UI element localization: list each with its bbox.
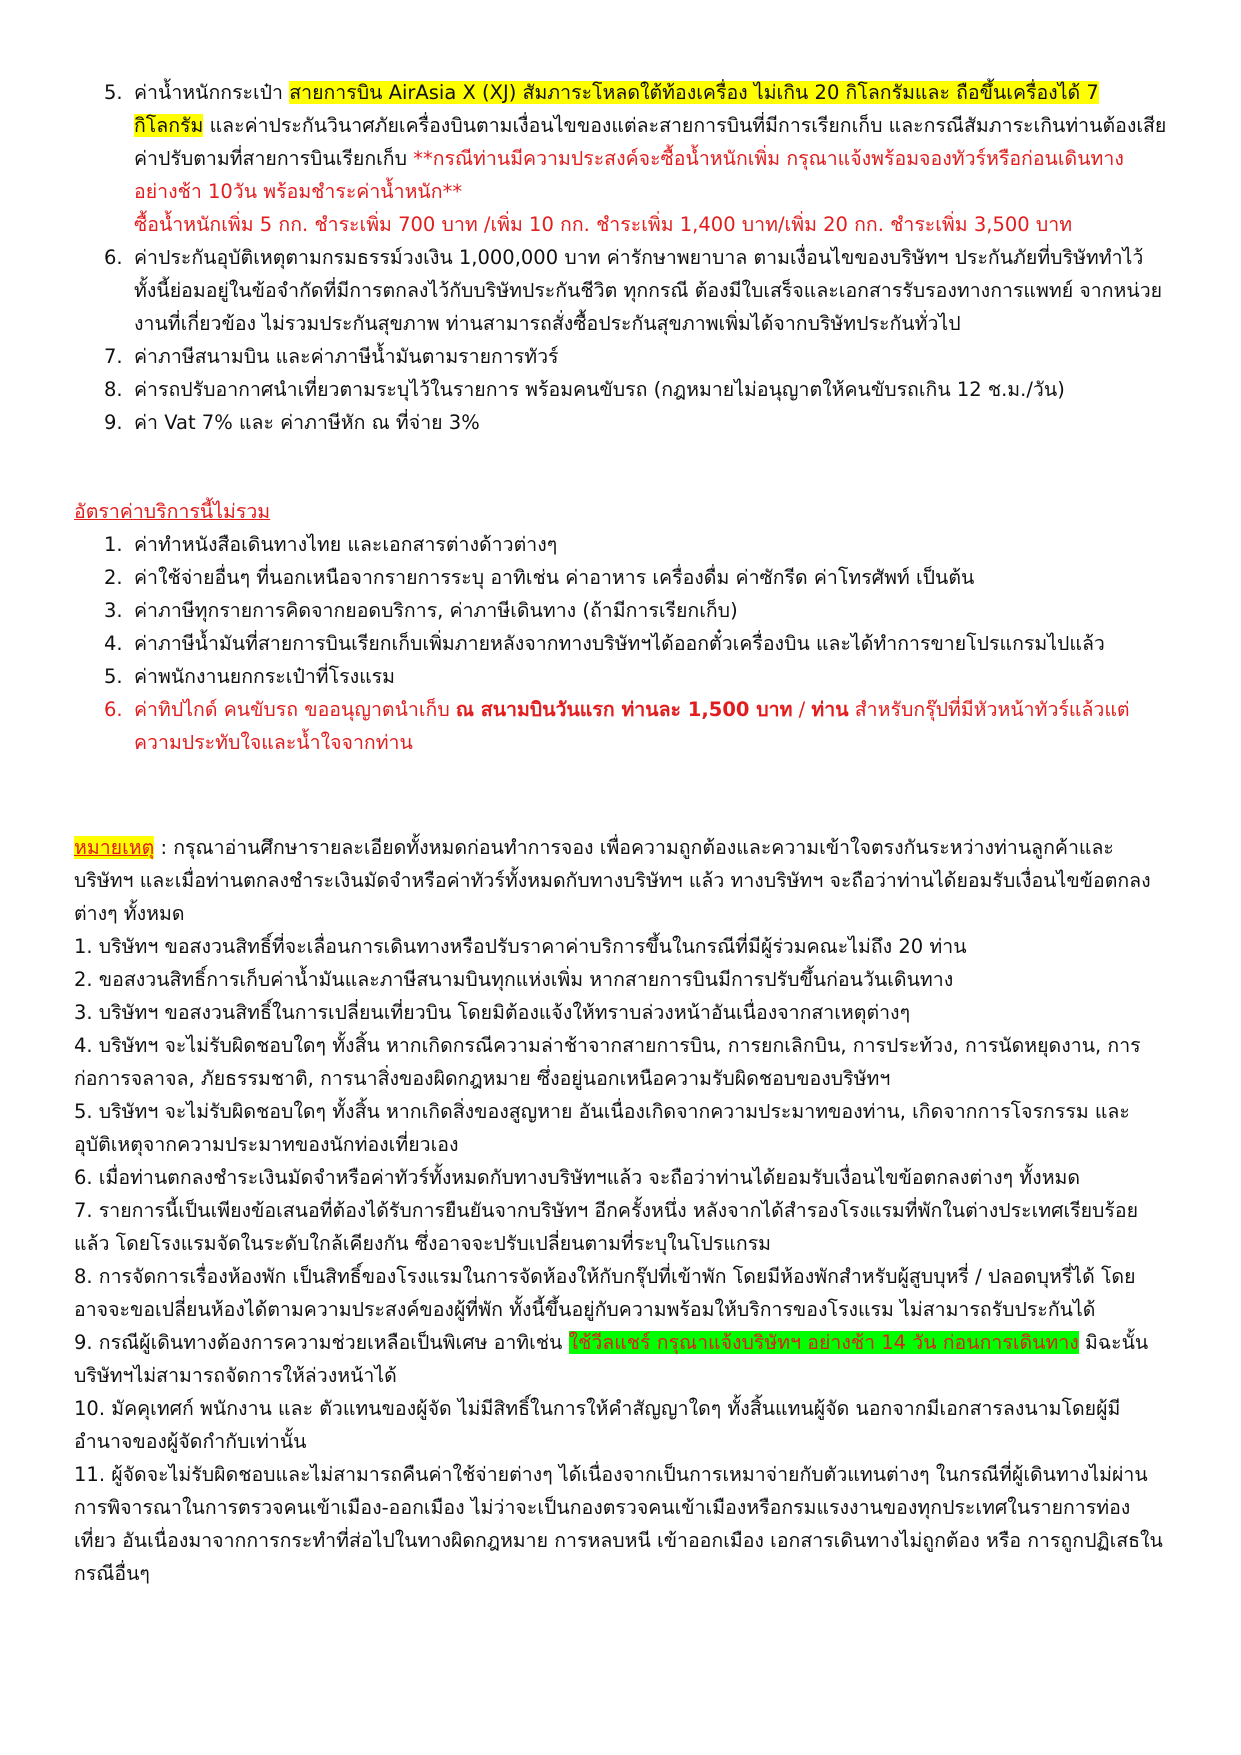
- item-text: ค่าใช้จ่ายอื่นๆ ที่นอกเหนือจากรายการระบุ อาทิเช่น ค่าอาหาร เครื่องดื่ม ค่าซักรีด ค่าโทรศัพท์ เป็นต้น: [134, 566, 975, 589]
- included-item-8: [74, 373, 1169, 406]
- note-item-9: [74, 1326, 1169, 1392]
- baggage-price-red: ซื้อน้ำหนักเพิ่ม 5 กก. ชำระเพิ่ม 700 บาท /เพิ่ม 10 กก. ชำระเพิ่ม 1,400 บาท/เพิ่ม 20 กก. ชำระเพิ่ม 3,500 บาท: [134, 213, 1073, 236]
- notes-label: หมายเหตุ: [74, 836, 155, 859]
- notes-section: [74, 831, 1169, 1590]
- item-number: 5.: [104, 81, 123, 104]
- item-number: 6.: [104, 698, 123, 721]
- item-number: 3.: [104, 599, 123, 622]
- included-item-7: [74, 340, 1169, 373]
- item-text: ค่าภาษีทุกรายการคิดจากยอดบริการ, ค่าภาษีเดินทาง (ถ้ามีการเรียกเก็บ): [134, 599, 738, 622]
- note-item: 3. บริษัทฯ ขอสงวนสิทธิ์ในการเปลี่ยนเที่ยวบิน โดยมิต้องแจ้งให้ทราบล่วงหน้าอันเนื่องจากสาเหตุต่างๆ: [74, 1001, 911, 1024]
- excluded-item-tip: [74, 693, 1169, 759]
- item-number: 7.: [104, 345, 123, 368]
- item-text: ค่าทำหนังสือเดินทางไทย และเอกสารต่างด้าวต่างๆ: [134, 533, 558, 556]
- note-item: 6. เมื่อท่านตกลงชำระเงินมัดจำหรือค่าทัวร์ทั้งหมดกับทางบริษัทฯแล้ว จะถือว่าท่านได้ยอมรับเงื่อนไขข้อตกลงต่างๆ ทั้งหมด: [74, 1166, 1081, 1189]
- tip-amount: ณ สนามบินวันแรก ท่านละ 1,500 บาท: [455, 698, 793, 721]
- item-text: ค่าน้ำหนักกระเป๋า: [134, 81, 290, 104]
- note-item: 8. การจัดการเรื่องห้องพัก เป็นสิทธิ์ของโรงแรมในการจัดห้องให้กับกรุ๊ปที่เข้าพัก โดยมีห้องพักสำหรับผู้สูบบุหรี่ / ปลอดบุหรี่ได้ โดยอาจจะขอเปลี่ยนห้องได้ตามความประสงค์ของผู้ที่พัก ทั้งนี้ขึ้นอยู่กับความพร้อมให้บริการของโรงแรม ไม่สามารถรับประกันได้: [74, 1265, 1136, 1321]
- tip-unit: ท่าน: [811, 698, 849, 721]
- item-text: ค่าพนักงานยกกระเป๋าที่โรงแรม: [134, 665, 395, 688]
- item-text: ค่ารถปรับอากาศนำเที่ยวตามระบุไว้ในรายการ พร้อมคนขับรถ (กฎหมายไม่อนุญาตให้คนขับรถเกิน 12 ช.ม./วัน): [134, 378, 1065, 401]
- excluded-item-1: [74, 528, 1169, 561]
- item-number: 2.: [104, 566, 123, 589]
- excluded-item-5: [74, 660, 1169, 693]
- notes-intro-text: : กรุณาอ่านศึกษารายละเอียดทั้งหมดก่อนทำการจอง เพื่อความถูกต้องและความเข้าใจตรงกันระหว่างท่านลูกค้าและบริษัทฯ และเมื่อท่านตกลงชำระเงินมัดจำหรือค่าทัวร์ทั้งหมดกับทางบริษัทฯ แล้ว ทางบริษัทฯ จะถือว่าท่านได้ยอมรับเงื่อนไขข้อตกลงต่างๆ ทั้งหมด: [74, 836, 1151, 925]
- item-number: 9.: [104, 411, 123, 434]
- included-list: [74, 76, 1169, 439]
- included-item-6: [74, 241, 1169, 340]
- item-number: 1.: [104, 533, 123, 556]
- note-item: 1. บริษัทฯ ขอสงวนสิทธิ์ที่จะเลื่อนการเดินทางหรือปรับราคาค่าบริการขึ้นในกรณีที่มีผู้ร่วมคณะไม่ถึง 20 ท่าน: [74, 935, 967, 958]
- tip-text: ค่าทิปไกด์ คนขับรถ ขออนุญาตนำเก็บ: [134, 698, 456, 721]
- excluded-list: [74, 528, 1169, 759]
- included-item-9: [74, 406, 1169, 439]
- excluded-heading: อัตราค่าบริการนี้ไม่รวม: [74, 500, 271, 523]
- item-text: และค่าประกันวินาศภัยเครื่องบินตามเงื่อนไขของแต่ละสายการบินที่มีการเรียกเก็บ และกรณีสัมภาระเกินท่านต้องเสียค่าปรับตามที่สายการบินเรียกเก็บ: [134, 114, 1167, 170]
- item-text: ค่าประกันอุบัติเหตุตามกรมธรรม์วงเงิน 1,000,000 บาท ค่ารักษาพยาบาล ตามเงื่อนไขของบริษัทฯ ประกันภัยที่บริษัททำไว้ ทั้งนี้ย่อมอยู่ในข้อจำกัดที่มีการตกลงไว้กับบริษัทประกันชีวิต ทุกกรณี ต้องมีใบเสร็จและเอกสารรับรองทางการแพทย์ จากหน่วยงานที่เกี่ยวข้อง ไม่รวมประกันสุขภาพ ท่านสามารถสั่งซื้อประกันสุขภาพเพิ่มได้จากบริษัทประกันทั่วไป: [134, 246, 1163, 335]
- item-text: ค่าภาษีสนามบิน และค่าภาษีน้ำมันตามรายการทัวร์: [134, 345, 559, 368]
- note-item: 10. มัคคุเทศก์ พนักงาน และ ตัวแทนของผู้จัด ไม่มีสิทธิ์ในการให้คำสัญญาใดๆ ทั้งสิ้นแทนผู้จัด นอกจากมีเอกสารลงนามโดยผู้มีอำนาจของผู้จัดกำกับเท่านั้น: [74, 1397, 1121, 1453]
- note-text: 9. กรณีผู้เดินทางต้องการความช่วยเหลือเป็นพิเศษ อาทิเช่น: [74, 1331, 569, 1354]
- tip-text: สำหรับกรุ๊ปที่มีหัวหน้าทัวร์แล้วแต่ความประทับใจและน้ำใจจากท่าน: [134, 698, 1130, 754]
- note-item: 2. ขอสงวนสิทธิ์การเก็บค่าน้ำมันและภาษีสนามบินทุกแห่งเพิ่ม หากสายการบินมีการปรับขึ้นก่อนวันเดินทาง: [74, 968, 954, 991]
- wheelchair-highlight: ใช้วีลแชร์ กรุณาแจ้งบริษัทฯ อย่างช้า 14 วัน ก่อนการเดินทาง: [568, 1331, 1079, 1354]
- highlighted-baggage-text: สายการบิน AirAsia X (XJ) สัมภาระโหลดใต้ท้องเครื่อง ไม่เกิน 20 กิโลกรัมและ ถือขึ้นเครื่องได้ 7 กิโลกรัม: [134, 81, 1099, 137]
- note-item: 7. รายการนี้เป็นเพียงข้อเสนอที่ต้องได้รับการยืนยันจากบริษัทฯ อีกครั้งหนึ่ง หลังจากได้สำรองโรงแรมที่พักในต่างประเทศเรียบร้อยแล้ว โดยโรงแรมจัดในระดับใกล้เคียงกัน ซึ่งอาจจะปรับเปลี่ยนตามที่ระบุในโปรแกรม: [74, 1199, 1139, 1255]
- tip-separator: /: [792, 698, 812, 721]
- item-text: ค่า Vat 7% และ ค่าภาษีหัก ณ ที่จ่าย 3%: [134, 411, 480, 434]
- baggage-note-red: **กรณีท่านมีความประสงค์จะซื้อน้ำหนักเพิ่ม กรุณาแจ้งพร้อมจองทัวร์หรือก่อนเดินทาง อย่างช้า 10วัน พร้อมชำระค่าน้ำหนัก**: [134, 147, 1124, 203]
- notes-intro: [74, 831, 1169, 930]
- excluded-item-2: [74, 561, 1169, 594]
- item-text: ค่าภาษีน้ำมันที่สายการบินเรียกเก็บเพิ่มภายหลังจากทางบริษัทฯได้ออกตั๋วเครื่องบิน และได้ทำการขายโปรแกรมไปแล้ว: [134, 632, 1105, 655]
- note-text: มิฉะนั้นบริษัทฯไม่สามารถจัดการให้ล่วงหน้าได้: [74, 1331, 1149, 1387]
- item-number: 6.: [104, 246, 123, 269]
- excluded-item-4: [74, 627, 1169, 660]
- note-item: 4. บริษัทฯ จะไม่รับผิดชอบใดๆ ทั้งสิ้น หากเกิดกรณีความล่าช้าจากสายการบิน, การยกเลิกบิน, การประท้วง, การนัดหยุดงาน, การก่อการจลาจล, ภัยธรรมชาติ, การนาสิ่งของผิดกฎหมาย ซึ่งอยู่นอกเหนือความรับผิดชอบของบริษัทฯ: [74, 1034, 1141, 1090]
- item-number: 4.: [104, 632, 123, 655]
- included-item-5: [74, 76, 1169, 241]
- note-item: 5. บริษัทฯ จะไม่รับผิดชอบใดๆ ทั้งสิ้น หากเกิดสิ่งของสูญหาย อันเนื่องเกิดจากความประมาทของท่าน, เกิดจากการโจรกรรม และ อุบัติเหตุจากความประมาทของนักท่องเที่ยวเอง: [74, 1100, 1130, 1156]
- item-number: 5.: [104, 665, 123, 688]
- excluded-item-3: [74, 594, 1169, 627]
- note-item: 11. ผู้จัดจะไม่รับผิดชอบและไม่สามารถคืนค่าใช้จ่ายต่างๆ ได้เนื่องจากเป็นการเหมาจ่ายกับตัวแทนต่างๆ ในกรณีที่ผู้เดินทางไม่ผ่านการพิจารณาในการตรวจคนเข้าเมือง-ออกเมือง ไม่ว่าจะเป็นกองตรวจคนเข้าเมืองหรือกรมแรงงานของทุกประเทศในรายการท่องเที่ยว อันเนื่องมาจากการกระทำที่ส่อไปในทางผิดกฎหมาย การหลบหนี เข้าออกเมือง เอกสารเดินทางไม่ถูกต้อง หรือ การถูกปฏิเสธในกรณีอื่นๆ: [74, 1463, 1163, 1585]
- item-number: 8.: [104, 378, 123, 401]
